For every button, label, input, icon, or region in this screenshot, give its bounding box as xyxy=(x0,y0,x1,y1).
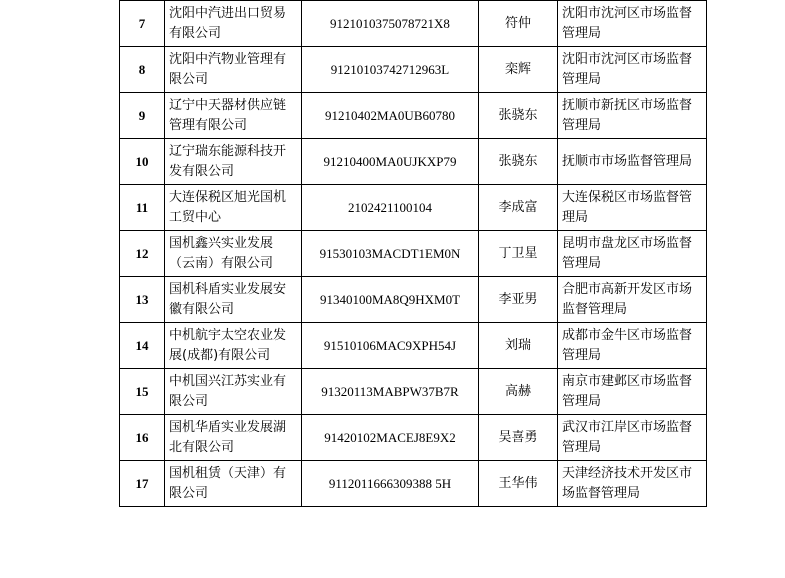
authority-text: 武汉市江岸区市场监督管理局 xyxy=(562,420,693,455)
credit-code-cell xyxy=(302,461,479,507)
authority-cell xyxy=(558,1,707,47)
row-index-cell xyxy=(120,185,165,231)
company-name-cell xyxy=(165,47,302,93)
authority-cell xyxy=(558,185,707,231)
row-index-cell xyxy=(120,415,165,461)
credit-code-text: 91340100MA8Q9HXM0T xyxy=(319,291,461,307)
authority-text: 合肥市高新开发区市场监督管理局 xyxy=(562,282,693,317)
row-index-cell xyxy=(120,277,165,323)
legal-person-cell xyxy=(479,415,558,461)
legal-person-cell xyxy=(479,1,558,47)
table-row xyxy=(120,323,707,369)
company-name-text: 沈阳中汽物业管理有限公司 xyxy=(169,52,287,87)
company-name-text: 大连保税区旭光国机工贸中心 xyxy=(169,190,287,225)
company-name-text: 国机科盾实业发展安徽有限公司 xyxy=(169,282,287,317)
credit-code-cell xyxy=(302,231,479,277)
row-index-text: 13 xyxy=(135,291,149,307)
legal-person-cell xyxy=(479,47,558,93)
company-name-text: 中机国兴江苏实业有限公司 xyxy=(169,374,287,409)
row-index-text: 7 xyxy=(138,15,146,31)
company-name-cell xyxy=(165,323,302,369)
credit-code-text: 91320113MABPW37B7R xyxy=(321,383,459,399)
legal-person-text: 丁卫星 xyxy=(498,245,538,261)
credit-code-text: 91530103MACDT1EM0N xyxy=(319,245,461,261)
row-index-cell xyxy=(120,369,165,415)
legal-person-cell xyxy=(479,369,558,415)
authority-cell xyxy=(558,323,707,369)
authority-cell xyxy=(558,139,707,185)
credit-code-cell xyxy=(302,47,479,93)
row-index-cell xyxy=(120,93,165,139)
credit-code-cell xyxy=(302,1,479,47)
authority-text: 抚顺市新抚区市场监督管理局 xyxy=(562,98,693,133)
company-name-cell xyxy=(165,139,302,185)
legal-person-cell xyxy=(479,461,558,507)
credit-code-cell xyxy=(302,185,479,231)
legal-person-cell xyxy=(479,139,558,185)
legal-person-text: 栾辉 xyxy=(504,61,531,77)
authority-text: 南京市建邺区市场监督管理局 xyxy=(562,374,693,409)
company-name-text: 国机鑫兴实业发展（云南）有限公司 xyxy=(169,236,274,271)
authority-cell xyxy=(558,93,707,139)
authority-cell xyxy=(558,277,707,323)
row-index-cell xyxy=(120,139,165,185)
company-name-text: 国机华盾实业发展湖北有限公司 xyxy=(169,420,287,455)
credit-code-cell xyxy=(302,139,479,185)
table-row xyxy=(120,93,707,139)
row-index-text: 16 xyxy=(135,429,149,445)
authority-cell xyxy=(558,231,707,277)
legal-person-cell xyxy=(479,185,558,231)
table-row xyxy=(120,461,707,507)
legal-person-text: 高赫 xyxy=(504,383,531,399)
authority-text: 抚顺市市场监督管理局 xyxy=(562,153,693,169)
company-name-cell xyxy=(165,93,302,139)
legal-person-cell xyxy=(479,277,558,323)
table-row xyxy=(120,415,707,461)
credit-code-text: 91210400MA0UJKXP79 xyxy=(323,153,457,169)
table-row xyxy=(120,185,707,231)
registration-table xyxy=(119,0,707,507)
credit-code-text: 9112011666309388 5H xyxy=(328,475,452,491)
credit-code-text: 91510106MAC9XPH54J xyxy=(323,337,457,353)
company-name-cell xyxy=(165,1,302,47)
company-name-text: 中机航宇太空农业发展(成都)有限公司 xyxy=(169,328,287,363)
row-index-text: 12 xyxy=(135,245,149,261)
company-name-cell xyxy=(165,231,302,277)
authority-text: 沈阳市沈河区市场监督管理局 xyxy=(562,52,693,87)
legal-person-text: 刘瑞 xyxy=(504,337,531,353)
row-index-text: 17 xyxy=(135,475,149,491)
table-row xyxy=(120,47,707,93)
table-row xyxy=(120,139,707,185)
row-index-cell xyxy=(120,47,165,93)
legal-person-cell xyxy=(479,323,558,369)
company-name-cell xyxy=(165,277,302,323)
company-name-text: 国机租赁（天津）有限公司 xyxy=(169,466,287,501)
legal-person-text: 李亚男 xyxy=(498,291,538,307)
row-index-cell xyxy=(120,323,165,369)
credit-code-text: 91210402MA0UB60780 xyxy=(324,107,455,123)
registration-table-container xyxy=(119,0,693,507)
legal-person-cell xyxy=(479,231,558,277)
table-body xyxy=(120,1,707,507)
table-row xyxy=(120,1,707,47)
legal-person-text: 符仲 xyxy=(504,15,531,31)
row-index-cell xyxy=(120,1,165,47)
table-row xyxy=(120,369,707,415)
row-index-text: 9 xyxy=(138,107,146,123)
authority-cell xyxy=(558,415,707,461)
credit-code-text: 2102421100104 xyxy=(347,199,433,215)
credit-code-cell xyxy=(302,93,479,139)
company-name-text: 沈阳中汽进出口贸易有限公司 xyxy=(169,6,287,41)
table-row xyxy=(120,231,707,277)
company-name-cell xyxy=(165,185,302,231)
authority-text: 大连保税区市场监督管理局 xyxy=(562,190,693,225)
credit-code-text: 91210103742712963L xyxy=(330,61,450,77)
authority-text: 沈阳市沈河区市场监督管理局 xyxy=(562,6,693,41)
table-row xyxy=(120,277,707,323)
legal-person-text: 张骁东 xyxy=(498,107,538,123)
row-index-text: 14 xyxy=(135,337,149,353)
company-name-cell xyxy=(165,415,302,461)
legal-person-text: 吴喜勇 xyxy=(498,429,538,445)
authority-cell xyxy=(558,369,707,415)
row-index-text: 11 xyxy=(135,199,149,215)
authority-cell xyxy=(558,461,707,507)
legal-person-text: 李成富 xyxy=(498,199,538,215)
row-index-text: 10 xyxy=(135,153,149,169)
row-index-cell xyxy=(120,231,165,277)
credit-code-cell xyxy=(302,277,479,323)
authority-text: 昆明市盘龙区市场监督管理局 xyxy=(562,236,693,271)
company-name-text: 辽宁中天器材供应链管理有限公司 xyxy=(169,98,287,133)
legal-person-text: 王华伟 xyxy=(498,475,538,491)
credit-code-text: 91420102MACEJ8E9X2 xyxy=(324,429,456,445)
authority-text: 成都市金牛区市场监督管理局 xyxy=(562,328,693,363)
credit-code-cell xyxy=(302,415,479,461)
authority-cell xyxy=(558,47,707,93)
company-name-text: 辽宁瑞东能源科技开发有限公司 xyxy=(169,144,287,179)
credit-code-cell xyxy=(302,369,479,415)
row-index-cell xyxy=(120,461,165,507)
legal-person-text: 张骁东 xyxy=(498,153,538,169)
row-index-text: 15 xyxy=(135,383,149,399)
company-name-cell xyxy=(165,369,302,415)
company-name-cell xyxy=(165,461,302,507)
credit-code-text: 9121010375078721X8 xyxy=(330,15,450,31)
authority-text: 天津经济技术开发区市场监督管理局 xyxy=(562,466,693,501)
legal-person-cell xyxy=(479,93,558,139)
row-index-text: 8 xyxy=(138,61,146,77)
credit-code-cell xyxy=(302,323,479,369)
